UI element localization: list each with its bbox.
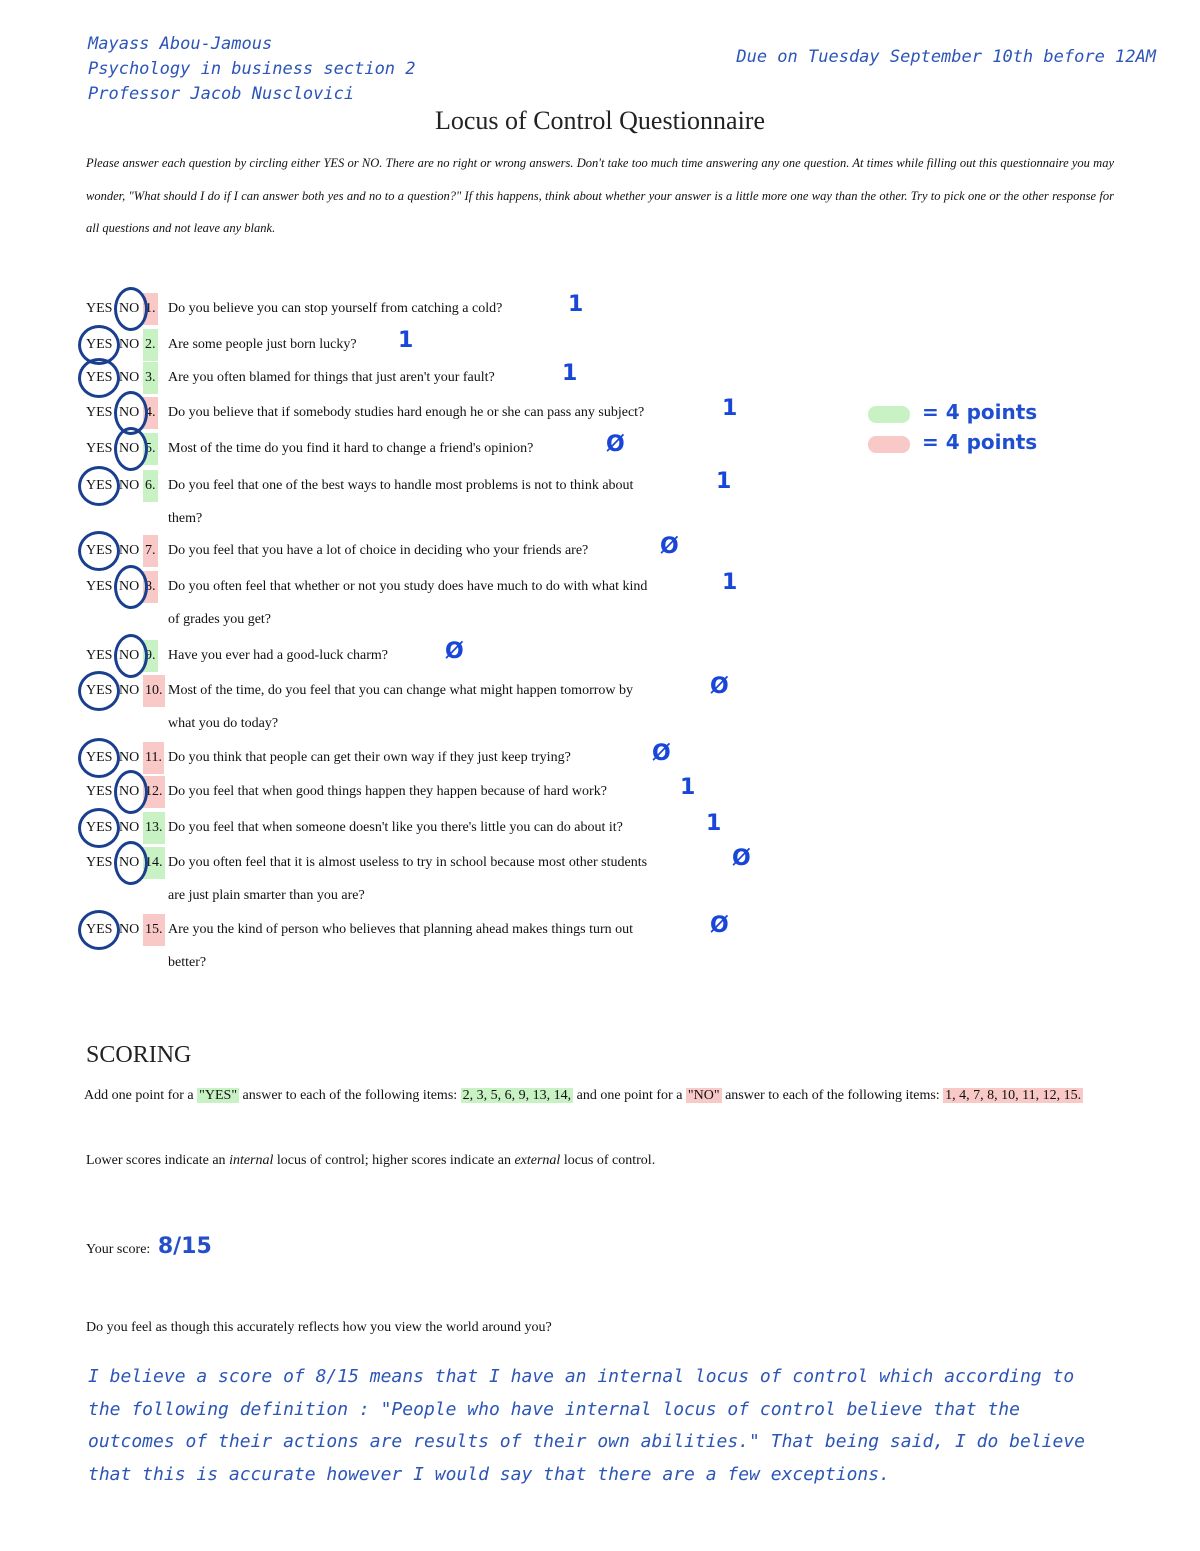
score-mark: 1 — [716, 469, 732, 494]
question-text: Do you often feel that whether or not you study does have much to do with what kind — [168, 579, 648, 594]
score-mark: Ø — [652, 741, 671, 766]
score-mark: 1 — [722, 570, 738, 595]
student-name: Mayass Abou-Jamous — [88, 34, 273, 54]
yes-option[interactable]: YES — [86, 784, 113, 799]
question-text: Do you believe that if somebody studies hard enough he or she can pass any subject? — [168, 405, 645, 420]
score-mark: 1 — [568, 292, 584, 317]
no-option[interactable]: NO — [119, 648, 140, 663]
legend-red-label: = 4 points — [922, 430, 1038, 454]
no-option[interactable]: NO — [119, 784, 140, 799]
score-label: Your score: — [86, 1242, 151, 1257]
no-option[interactable]: NO — [119, 579, 140, 594]
reflection-answer: I believe a score of 8/15 means that I have an internal locus of control which according to the following definition : "People who have internal locus of control believe that the outcomes of their actions are results of their own abilities." That being said, I do believe that this is accurate however I would say that there are a few exceptions. — [88, 1366, 1085, 1485]
yes-option[interactable]: YES — [86, 922, 113, 937]
no-items: 1, 4, 7, 8, 10, 11, 12, 15. — [945, 1088, 1082, 1103]
score-mark: Ø — [710, 913, 729, 938]
no-option[interactable]: NO — [119, 370, 140, 385]
yes-option[interactable]: YES — [86, 337, 113, 352]
note-text: Lower scores indicate an — [86, 1153, 230, 1168]
question-text: Most of the time do you find it hard to change a friend's opinion? — [168, 441, 534, 456]
scoring-text: answer to each of the following items: — [721, 1088, 944, 1103]
yes-items: 2, 3, 5, 6, 9, 13, 14, — [462, 1088, 572, 1103]
question-text: Are some people just born lucky? — [168, 337, 357, 352]
question-text: Do you feel that when someone doesn't like you there's little you can do about it? — [168, 820, 623, 835]
question-number: 3. — [143, 362, 158, 394]
question-text: Most of the time, do you feel that you can change what might happen tomorrow by — [168, 683, 634, 698]
note-text: locus of control; higher scores indicate an — [273, 1153, 515, 1168]
yes-option[interactable]: YES — [86, 855, 113, 870]
note-internal: internal — [229, 1153, 274, 1168]
legend-green-swatch — [868, 406, 910, 423]
no-option[interactable]: NO — [119, 820, 140, 835]
page-title: Locus of Control Questionnaire — [435, 106, 765, 135]
score-mark: 1 — [562, 361, 578, 386]
scoring-rule — [84, 1080, 1124, 1112]
score-mark: 1 — [706, 811, 722, 836]
question-text: Are you the kind of person who believes that planning ahead makes things turn out — [168, 922, 634, 937]
question-text-continued: of grades you get? — [168, 612, 272, 627]
scoring-heading: SCORING — [86, 1042, 192, 1068]
question-number: 8. — [143, 571, 158, 603]
scoring-text: answer to each of the following items: — [239, 1088, 461, 1103]
question-text: Do you feel that you have a lot of choice in deciding who your friends are? — [168, 543, 589, 558]
scoring-note — [86, 1153, 655, 1169]
due-date: Due on Tuesday September 10th before 12AM — [736, 47, 1156, 67]
question-number: 6. — [143, 470, 158, 502]
no-option[interactable]: NO — [119, 855, 140, 870]
no-option[interactable]: NO — [119, 683, 140, 698]
question-text: Do you believe you can stop yourself from catching a cold? — [168, 301, 503, 316]
yes-option[interactable]: YES — [86, 405, 113, 420]
question-text: Are you often blamed for things that just aren't your fault? — [168, 370, 495, 385]
question-number: 1. — [143, 293, 158, 325]
question-text: Have you ever had a good-luck charm? — [168, 648, 389, 663]
no-option[interactable]: NO — [119, 405, 140, 420]
question-text-continued: what you do today? — [168, 716, 279, 731]
question-text-continued: them? — [168, 511, 203, 526]
no-option[interactable]: NO — [119, 922, 140, 937]
score-value: 8/15 — [157, 1234, 212, 1259]
question-number: 14. — [143, 847, 165, 879]
yes-option[interactable]: YES — [86, 820, 113, 835]
legend-red-swatch — [868, 436, 910, 453]
no-option[interactable]: NO — [119, 478, 140, 493]
question-number: 12. — [143, 776, 165, 808]
no-option[interactable]: NO — [119, 301, 140, 316]
question-number: 2. — [143, 329, 158, 361]
question-number: 13. — [143, 812, 165, 844]
legend-green-label: = 4 points — [922, 400, 1038, 424]
yes-option[interactable]: YES — [86, 579, 113, 594]
professor-name: Professor Jacob Nusclovici — [88, 84, 355, 104]
score-mark: 1 — [680, 775, 696, 800]
question-text: Do you feel that one of the best ways to handle most problems is not to think about — [168, 478, 634, 493]
header — [88, 32, 416, 107]
yes-option[interactable]: YES — [86, 543, 113, 558]
yes-option[interactable]: YES — [86, 301, 113, 316]
reflection-question: Do you feel as though this accurately reflects how you view the world around you? — [86, 1320, 552, 1335]
yes-option[interactable]: YES — [86, 648, 113, 663]
no-option[interactable]: NO — [119, 750, 140, 765]
question-text: Do you think that people can get their own way if they just keep trying? — [168, 750, 571, 765]
question-number: 10. — [143, 675, 165, 707]
no-quoted: "NO" — [687, 1088, 720, 1103]
score-mark: 1 — [722, 396, 738, 421]
question-text: Do you feel that when good things happen they happen because of hard work? — [168, 784, 607, 799]
question-text-continued: better? — [168, 955, 207, 970]
note-external: external — [514, 1153, 561, 1168]
no-option[interactable]: NO — [119, 543, 140, 558]
no-option[interactable]: NO — [119, 337, 140, 352]
no-option[interactable]: NO — [119, 441, 140, 456]
question-number: 4. — [143, 397, 158, 429]
question-number: 11. — [143, 742, 164, 774]
scoring-text: Add one point for a — [84, 1088, 198, 1103]
note-text: locus of control. — [560, 1153, 656, 1168]
question-number: 5. — [143, 433, 158, 465]
yes-option[interactable]: YES — [86, 683, 113, 698]
scoring-text: and one point for a — [573, 1088, 686, 1103]
score-mark: Ø — [445, 639, 464, 664]
score-line — [86, 1234, 212, 1259]
instructions: Please answer each question by circling either YES or NO. There are no right or wrong answers. Don't take too much time answering any one question. At times while filling out this questionnaire you may wonder, "What should I do if I can answer both yes and no to a question?" If this happens, think about whether your answer is a little more one way than the other. Try to pick one or the other response for all questions and not leave any blank. — [86, 156, 1114, 235]
course-name: Psychology in business section 2 — [88, 59, 416, 79]
question-number: 9. — [143, 640, 158, 672]
score-mark: Ø — [710, 674, 729, 699]
question-number: 7. — [143, 535, 158, 567]
score-mark: 1 — [398, 328, 414, 353]
yes-option[interactable]: YES — [86, 750, 113, 765]
question-text-continued: are just plain smarter than you are? — [168, 888, 365, 903]
question-text: Do you often feel that it is almost useless to try in school because most other students — [168, 855, 648, 870]
yes-quoted: "YES" — [199, 1088, 238, 1103]
yes-option[interactable]: YES — [86, 441, 113, 456]
score-mark: Ø — [660, 534, 679, 559]
yes-option[interactable]: YES — [86, 370, 113, 385]
question-number: 15. — [143, 914, 165, 946]
score-mark: Ø — [606, 432, 625, 457]
score-mark: Ø — [732, 846, 751, 871]
yes-option[interactable]: YES — [86, 478, 113, 493]
